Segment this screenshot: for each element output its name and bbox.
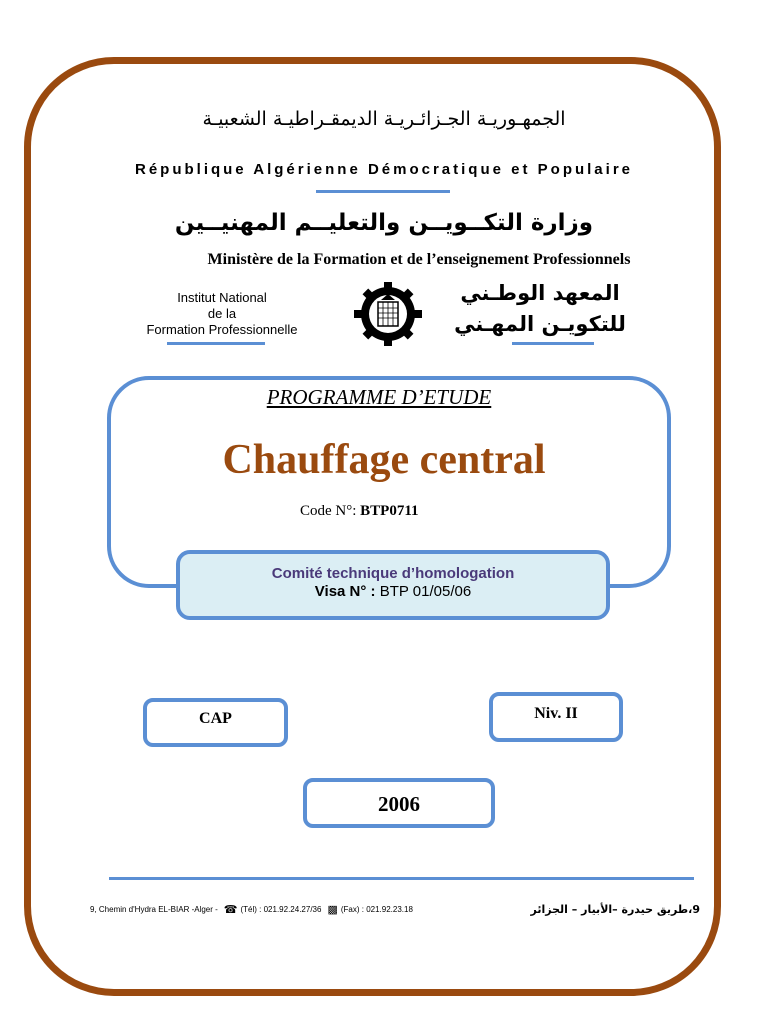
phone-icon: ☎	[223, 904, 238, 916]
fax-icon: ▩	[327, 904, 338, 916]
visa-value: BTP 01/05/06	[379, 583, 472, 600]
footer-fax: (Fax) : 021.92.23.18	[340, 905, 413, 914]
program-heading: PROGRAMME D’ETUDE	[266, 385, 492, 409]
program-title: Chauffage central	[222, 437, 546, 483]
divider	[512, 342, 594, 345]
committee-label: Comité technique d’homologation	[271, 565, 515, 582]
footer-divider	[109, 877, 694, 880]
institute-arabic-name	[430, 278, 650, 340]
level-box: Niv. II	[489, 692, 623, 742]
institute-gear-logo	[348, 280, 428, 348]
french-ministry-title: Ministère de la Formation et de l’enseignement Professionnels	[207, 251, 631, 268]
institute-arabic-line: للتكويـن المهـني	[454, 312, 626, 336]
footer-address	[90, 903, 700, 916]
diploma-box: CAP	[143, 698, 288, 747]
visa-number	[180, 583, 606, 600]
divider	[167, 342, 265, 345]
institute-french-line: Formation Professionnelle	[146, 322, 298, 337]
arabic-ministry-title: وزارة التكــويــن والتعليــم المهنيــين	[174, 210, 594, 236]
institute-french-line: de la	[207, 306, 237, 321]
divider	[316, 190, 450, 193]
code-value: BTP0711	[360, 503, 419, 519]
french-republic-title: République Algérienne Démocratique et Populaire	[134, 161, 633, 178]
code-label: Code N°:	[300, 503, 361, 519]
footer-tel: (Tél) : 021.92.24.27/36	[240, 905, 322, 914]
program-code	[300, 503, 419, 520]
institute-arabic-line: المعهد الوطـني	[460, 281, 620, 305]
footer-address-fr: 9, Chemin d'Hydra EL-BIAR -Alger -	[90, 905, 218, 914]
year-box: 2006	[303, 778, 495, 828]
visa-label: Visa N° :	[314, 583, 380, 600]
footer-address-ar: 9،طريق حيدرة –الأبيار – الجزائر	[530, 903, 700, 916]
arabic-republic-title: الجمهـوريـة الجـزائـريـة الديمقـراطيـة الشعبيـة	[202, 108, 566, 130]
institute-french-name	[122, 290, 322, 338]
institute-french-line: Institut National	[177, 290, 267, 305]
visa-box	[176, 550, 610, 620]
